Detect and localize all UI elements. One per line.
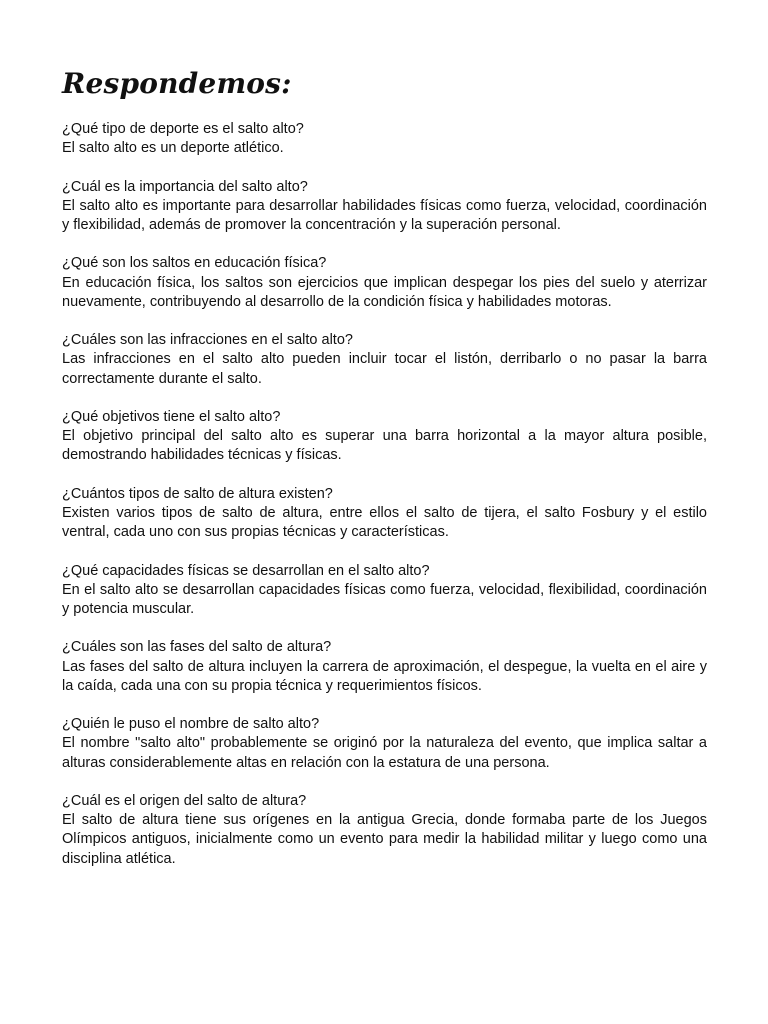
question-text: ¿Cuáles son las infracciones en el salto alto? (62, 332, 353, 349)
qa-item (62, 562, 707, 620)
question-text: ¿Cuáles son las fases del salto de altura? (62, 639, 332, 656)
question-text: ¿Cuál es el origen del salto de altura? (62, 792, 307, 809)
question-text: ¿Quién le puso el nombre de salto alto? (62, 716, 320, 733)
question-text: ¿Qué tipo de deporte es el salto alto? (62, 121, 304, 137)
qa-item (62, 715, 707, 773)
qa-item (62, 408, 707, 466)
answer-text: El salto de altura tiene sus orígenes en la antigua Grecia, donde formaba parte de los Juegos Olímpicos antiguos, inicialmente como un evento para medir la habilidad militar y luego como una disciplina atlética. (62, 812, 707, 867)
question-text: ¿Qué son los saltos en educación física? (62, 255, 327, 272)
question-text: ¿Cuántos tipos de salto de altura existen? (62, 485, 333, 502)
page-title: Respondemos: (62, 67, 292, 100)
answer-text: El salto alto es importante para desarrollar habilidades físicas como fuerza, velocidad, coordinación y flexibilidad, además de promover la concentración y la superación personal. (62, 197, 707, 233)
qa-item (62, 120, 707, 158)
answer-text: Existen varios tipos de salto de altura, entre ellos el salto de tijera, el salto Fosbury y el estilo ventral, cada uno con sus propias técnicas y características. (62, 504, 707, 541)
answer-text: El salto alto es un deporte atlético. (62, 140, 284, 157)
qa-item (62, 485, 707, 543)
qa-item (62, 178, 707, 236)
question-text: ¿Qué objetivos tiene el salto alto? (62, 408, 281, 425)
question-text: ¿Qué capacidades físicas se desarrollan en el salto alto? (62, 562, 430, 579)
answer-text: El nombre "salto alto" probablemente se originó por la naturaleza del evento, que implica saltar a alturas considerablemente altas en relación con la estatura de una persona. (62, 735, 707, 771)
document-page (62, 62, 707, 888)
answer-text: En educación física, los saltos son ejercicios que implican despegar los pies del suelo y aterrizar nuevamente, contribuyendo al desarrollo de la condición física y habilidades motoras. (62, 274, 707, 310)
qa-item (62, 792, 707, 869)
qa-item (62, 638, 707, 696)
qa-item (62, 254, 707, 312)
answer-text: En el salto alto se desarrollan capacidades físicas como fuerza, velocidad, flexibilidad, coordinación y potencia muscular. (62, 581, 707, 617)
answer-text: Las infracciones en el salto alto pueden incluir tocar el listón, derribarlo o no pasar la barra correctamente durante el salto. (62, 351, 707, 387)
question-text: ¿Cuál es la importancia del salto alto? (62, 178, 308, 195)
answer-text: El objetivo principal del salto alto es superar una barra horizontal a la mayor altura posible, demostrando habilidades técnicas y físicas. (62, 428, 707, 464)
qa-item (62, 331, 707, 389)
answer-text: Las fases del salto de altura incluyen la carrera de aproximación, el despegue, la vuelta en el aire y la caída, cada una con su propia técnica y requerimientos físicos. (62, 658, 707, 694)
